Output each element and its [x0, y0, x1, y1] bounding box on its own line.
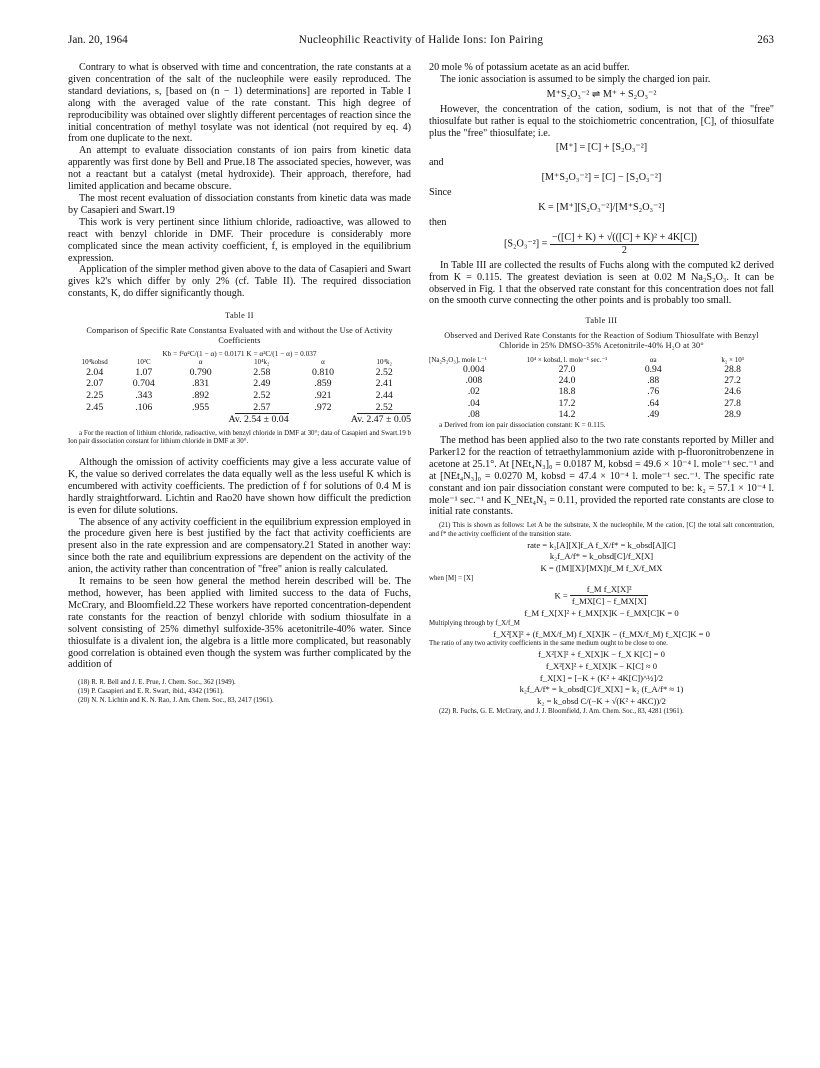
table-cell: .955	[192, 401, 210, 413]
table-row	[68, 367, 411, 379]
equation-lhs: [S₂O₃⁻²] =	[503, 238, 548, 250]
table-cell: .08	[467, 408, 480, 420]
table-cell: 2.45	[86, 401, 104, 413]
table-footnote: a For the reaction of lithium chloride, radioactive, with benzyl chloride in DMF at 30°; data of Casapieri and Swart.19 b Ion pair dissociation constant for lithium chloride in DMF at 30°.	[68, 429, 411, 446]
table-cell: .859	[314, 378, 332, 390]
table-row	[429, 364, 774, 375]
math-line: f_X²[X]² + f_X[X]K − f_X K[C] = 0	[538, 648, 665, 659]
left-column	[68, 62, 411, 706]
column-header: 10⁴k₂	[254, 358, 270, 367]
table-cell: 28.8	[724, 364, 741, 376]
table-3	[429, 315, 774, 429]
math-lhs: K =	[554, 589, 568, 600]
table-cell: 0.704	[132, 378, 155, 390]
table-footnote: a Derived from ion pair dissociation constant: K = 0.115.	[439, 420, 606, 430]
math-line: k₂f_A/f* = k_obsd[C]/f_X[X] = k₂ (f_A/f* ≈ 1)	[519, 684, 684, 695]
footnote-21: (21) This is shown as follows: Let A be the substrate, X the nucleophile, M the cation, [C] the total salt concentration, and f* the activity coefficient of the transition state.	[429, 522, 774, 538]
math-line: f_X²[X]² + f_X[X]K − K[C] ≈ 0	[545, 660, 658, 671]
equation: K = [M⁺][S₂O₃⁻²]/[M⁺S₂O₃⁻²]	[538, 202, 665, 214]
table-cell: 27.2	[724, 375, 741, 387]
math-line: f_X[X] = [−K + (K² + 4K[C])^½]/2	[539, 672, 664, 683]
table-row	[68, 378, 411, 390]
column-header: 10²C	[136, 358, 151, 367]
table-cell: 2.44	[375, 390, 393, 402]
paragraph: The absence of any activity coefficient in the equilibrium expression employed in the procedure given here is best justified by the fact that activity coefficients are present also in the rate expression and are compensatory.21 Stated in another way: since both the rate and equilibrium expressions are dependent on the activity of the anion, the activity rather than concentration of "free" anion is really calculated.	[68, 516, 411, 576]
table-header-row	[429, 356, 774, 364]
reference: (19) P. Casapieri and E. R. Swart, ibid., 4342 (1961).	[78, 688, 224, 696]
math-line: K = ([M][X]/[MX])f_M f_X/f_MX	[540, 563, 663, 574]
math-fraction-line	[429, 584, 774, 609]
table-cell: .88	[647, 375, 660, 387]
table-cell: 2.52	[253, 390, 271, 402]
table-row	[68, 402, 411, 414]
average-value: Av. 2.47 ± 0.05	[350, 414, 411, 426]
table-row	[429, 398, 774, 409]
footnote-references	[429, 708, 774, 717]
table-cell: 0.94	[644, 364, 662, 376]
column-header: [Na₂S₂O₃], mole l.⁻¹	[429, 355, 487, 364]
table-cell: 2.41	[375, 378, 393, 390]
table-cell: 24.6	[724, 386, 741, 398]
word-and: and	[429, 157, 444, 169]
data-table	[68, 358, 411, 425]
running-header	[68, 34, 774, 50]
paragraph: In Table III are collected the results of Fuchs along with the computed k2 derived from K = 0.115. The greatest deviation is seen at 0.02 M Na₂S₂O₃. It can be observed in Fig. 1 that the observed rate constant for this concentration does not fall on the smooth curve connecting the other points and is probably too small.	[429, 259, 774, 307]
math-note: when [M] = [X]	[429, 574, 474, 582]
header-date: Jan. 20, 1964	[68, 34, 128, 46]
header-page-number: 263	[757, 34, 774, 46]
equation: [M⁺S₂O₃⁻²] = [C] − [S₂O₃⁻²]	[541, 172, 662, 184]
paragraph: 20 mole % of potassium acetate as an acid buffer.	[429, 62, 630, 73]
table-cell: 1.07	[135, 366, 153, 378]
paragraph: However, the concentration of the cation, sodium, is not that of the "free" thiosulfate but rather is equal to the stoichiometric concentration, [C], of thiosulfate plus the "free" thiosulfate; i.e.	[429, 103, 774, 139]
column-header: 10⁴k₂	[376, 358, 392, 367]
average-value: Av. 2.54 ± 0.04	[228, 414, 289, 426]
fraction	[550, 232, 699, 257]
footnote-references	[68, 679, 411, 705]
table-cell: 2.07	[86, 378, 104, 390]
table-cell: 14.2	[558, 408, 576, 420]
table-cell: 27.0	[558, 364, 576, 376]
table-row	[429, 409, 774, 420]
paragraph: It remains to be seen how general the method herein described will be. The method, however, has been applied with limited success to the data of Fuchs, McCrary, and Bloomfield.22 These workers have reported concentration-dependent rate constants for the reaction of benzyl chloride with sodium thiosulfate in a solvent consisting of 25% dimethyl sulfoxide-35% acetonitrile-40% water. Since thiosulfate is a divalent ion, the algebra is a little more complicated, but reasonably good correlation is obtained even though the system was further complicated by the addition of	[68, 576, 411, 671]
table-cell: .02	[467, 386, 480, 398]
table-cell: 0.004	[463, 364, 485, 376]
table-cell: .972	[314, 401, 332, 413]
equation: M⁺S₂O₃⁻² ⇌ M⁺ + S₂O₃⁻²	[546, 88, 657, 100]
equation: [M⁺] = [C] + [S₂O₃⁻²]	[555, 142, 648, 154]
table-cell: 2.49	[253, 378, 271, 390]
table-cell: .64	[647, 397, 660, 409]
table-cell: 2.25	[86, 390, 104, 402]
fraction-numerator: f_M f_X[X]²	[570, 584, 649, 597]
table-cell: .04	[467, 397, 480, 409]
paragraph: Application of the simpler method given above to the data of Casapieri and Swart gives k2's which differ by only 2% (cf. Table II). The required dissociation constants, K, do differ significantly though.	[68, 264, 411, 300]
table-cell: 2.58	[253, 366, 271, 378]
table-cell: 24.0	[558, 375, 576, 387]
table-cell: 28.9	[724, 408, 741, 420]
table-cell: .831	[192, 378, 210, 390]
header-title: Nucleophilic Reactivity of Halide Ions: Ion Pairing	[298, 34, 544, 46]
table-cell: 2.52	[375, 366, 393, 378]
paragraph: This work is very pertinent since lithium chloride, radioactive, was allowed to react with benzyl chloride in DMF. Their procedure is considerably more complicated since the mean activity coefficient, f, is employed in the equilibrium expression.	[68, 216, 411, 264]
math-line: k₂f_A/f* = k_obsd[C]/f_X[X]	[549, 551, 654, 562]
table-row	[429, 375, 774, 386]
math-line: rate = k₂[A][X]f_A f_X/f* = k_obsd[A][C]	[527, 539, 676, 550]
column-header: k₂ × 10³	[721, 355, 744, 364]
table-cell: 0.810	[311, 366, 335, 378]
table-cell: .008	[465, 375, 483, 387]
math-line: f_X²[X]² + (f_MX/f_M) f_X[X]K − (f_MX/f_M) f_X[C]K = 0	[493, 628, 710, 639]
fraction-denominator: 2	[621, 244, 627, 256]
math-note: The ratio of any two activity coefficients in the same medium ought to be close to one.	[429, 640, 668, 648]
table-cell: 2.04	[86, 366, 104, 378]
table-cell: .49	[647, 408, 660, 420]
right-column	[429, 62, 774, 717]
fraction	[570, 584, 649, 609]
table-header-row	[68, 358, 411, 366]
fraction-denominator: f_MX[C] − f_MX[X]	[571, 596, 647, 607]
table-average-row	[68, 414, 411, 426]
column-header: αa	[649, 355, 657, 364]
table-caption: Observed and Derived Rate Constants for the Reaction of Sodium Thiosulfate with Benzyl Chloride in 25% DMSO-35% Acetonitrile-40% H₂O at 30°	[444, 331, 759, 351]
table-cell: .106	[135, 401, 153, 413]
word-then: then	[429, 216, 447, 228]
reference: (18) R. R. Bell and J. E. Prue, J. Chem. Soc., 362 (1949).	[78, 679, 236, 687]
reference: (22) R. Fuchs, G. E. McCrary, and J. J. Bloomfield, J. Am. Chem. Soc., 83, 4281 (1961).	[439, 707, 684, 715]
table-title: Table II	[225, 311, 254, 321]
table-cell: .343	[135, 390, 153, 402]
column-header: 10⁴kobsd	[81, 358, 108, 367]
equation-fraction	[429, 232, 774, 257]
table-caption: Comparison of Specific Rate Constantsa Evaluated with and without the Use of Activity Coefficients	[86, 326, 393, 346]
table-cell: 0.790	[189, 366, 212, 378]
data-table	[429, 356, 774, 420]
derivation	[429, 540, 774, 708]
math-note: Multiplying through by f_X/f_M	[429, 619, 520, 627]
table-cell: 2.57	[235, 402, 289, 414]
word-since: Since	[429, 187, 452, 199]
table-row	[68, 390, 411, 402]
table-cell: 18.8	[558, 386, 576, 398]
table-cell: 17.2	[558, 397, 576, 409]
paragraph: The ionic association is assumed to be simply the charged ion pair.	[440, 73, 711, 85]
math-line: k₂ = k_obsd C/(−K + √(K² + 4KC))/2	[537, 696, 666, 707]
paragraph: Contrary to what is observed with time and concentration, the rate constants at a given concentration of the salt of the nucleophile were easily reproduced. The standard deviations, s, [based on (n − 1) determinations] are reported in Table I along with the averaged value of the rate constant. This high degree of reproducibility was obtained over slightly different percentages of reaction since the initial concentration of methyl tosylate was not identical (not required by eq. 4) from one duplicate to the next.	[68, 62, 411, 145]
column-header: α	[198, 358, 203, 367]
column-header: 10⁴ × kobsd, l. mole⁻¹ sec.⁻¹	[526, 355, 608, 364]
table-equation: Kb = f²α²C/(1 − α) = 0.0171 K = α²C/(1 − α) = 0.037	[162, 349, 317, 359]
fraction-numerator: −([C] + K) + √(([C] + K)² + 4K[C])	[551, 231, 698, 243]
table-cell: .76	[647, 386, 660, 398]
table-2	[68, 310, 411, 447]
table-cell: .892	[192, 390, 210, 402]
paragraph: An attempt to evaluate dissociation constants of ion pairs from kinetic data apparently was first done by Bell and Prue.18 The associated species, however, was not a reactant but a catalyst (metal hydroxide). Their approach, therefore, had limited application and became obscure.	[68, 145, 411, 193]
reference: (20) N. N. Lichtin and K. N. Rao, J. Am. Chem. Soc., 83, 2417 (1961).	[78, 696, 274, 704]
paragraph: The most recent evaluation of dissociation constants from kinetic data was made by Casapieri and Swart.19	[68, 192, 411, 216]
paragraph: The method has been applied also to the two rate constants reported by Miller and Parker12 for the reaction of tetraethylammonium azide with p-fluoronitrobenzene in acetone at 25.1°. At [NEt₄N₃]₀ = 0.0187 M, kobsd = 49.6 × 10⁻⁴ l. mole⁻¹ sec.⁻¹ and at [NEt₄N₃]₀ = 0.0270 M, kobsd = 47.4 × 10⁻⁴ l. mole⁻¹ sec.⁻¹. The specific rate constant and ion pair dissociation constant were computed to be: k₂ = 57.1 × 10⁻⁴ l. mole⁻¹ sec.⁻¹ and K_NEt₄N₃ = 0.11, provided the reported rate constants are close to initial rate constants.	[429, 435, 774, 518]
math-line: f_M f_X[X]² + f_MX[X]K − f_MX[C]K = 0	[524, 608, 679, 619]
table-title: Table III	[585, 316, 618, 326]
table-cell: 2.52	[357, 402, 411, 414]
paragraph: Although the omission of activity coefficients may give a less accurate value of K, the value so derived correlates the data equally well as the less useful K which is encumbered with activity coefficients. The prediction of f for solutions of 0.4 M is hardly straightforward. Lichtin and Rao20 have shown how difficult the prediction is even for dilute solutions.	[68, 457, 411, 516]
table-cell: .921	[314, 390, 332, 402]
column-header: α	[321, 358, 325, 367]
table-cell: 27.8	[724, 397, 741, 409]
table-row	[429, 386, 774, 397]
